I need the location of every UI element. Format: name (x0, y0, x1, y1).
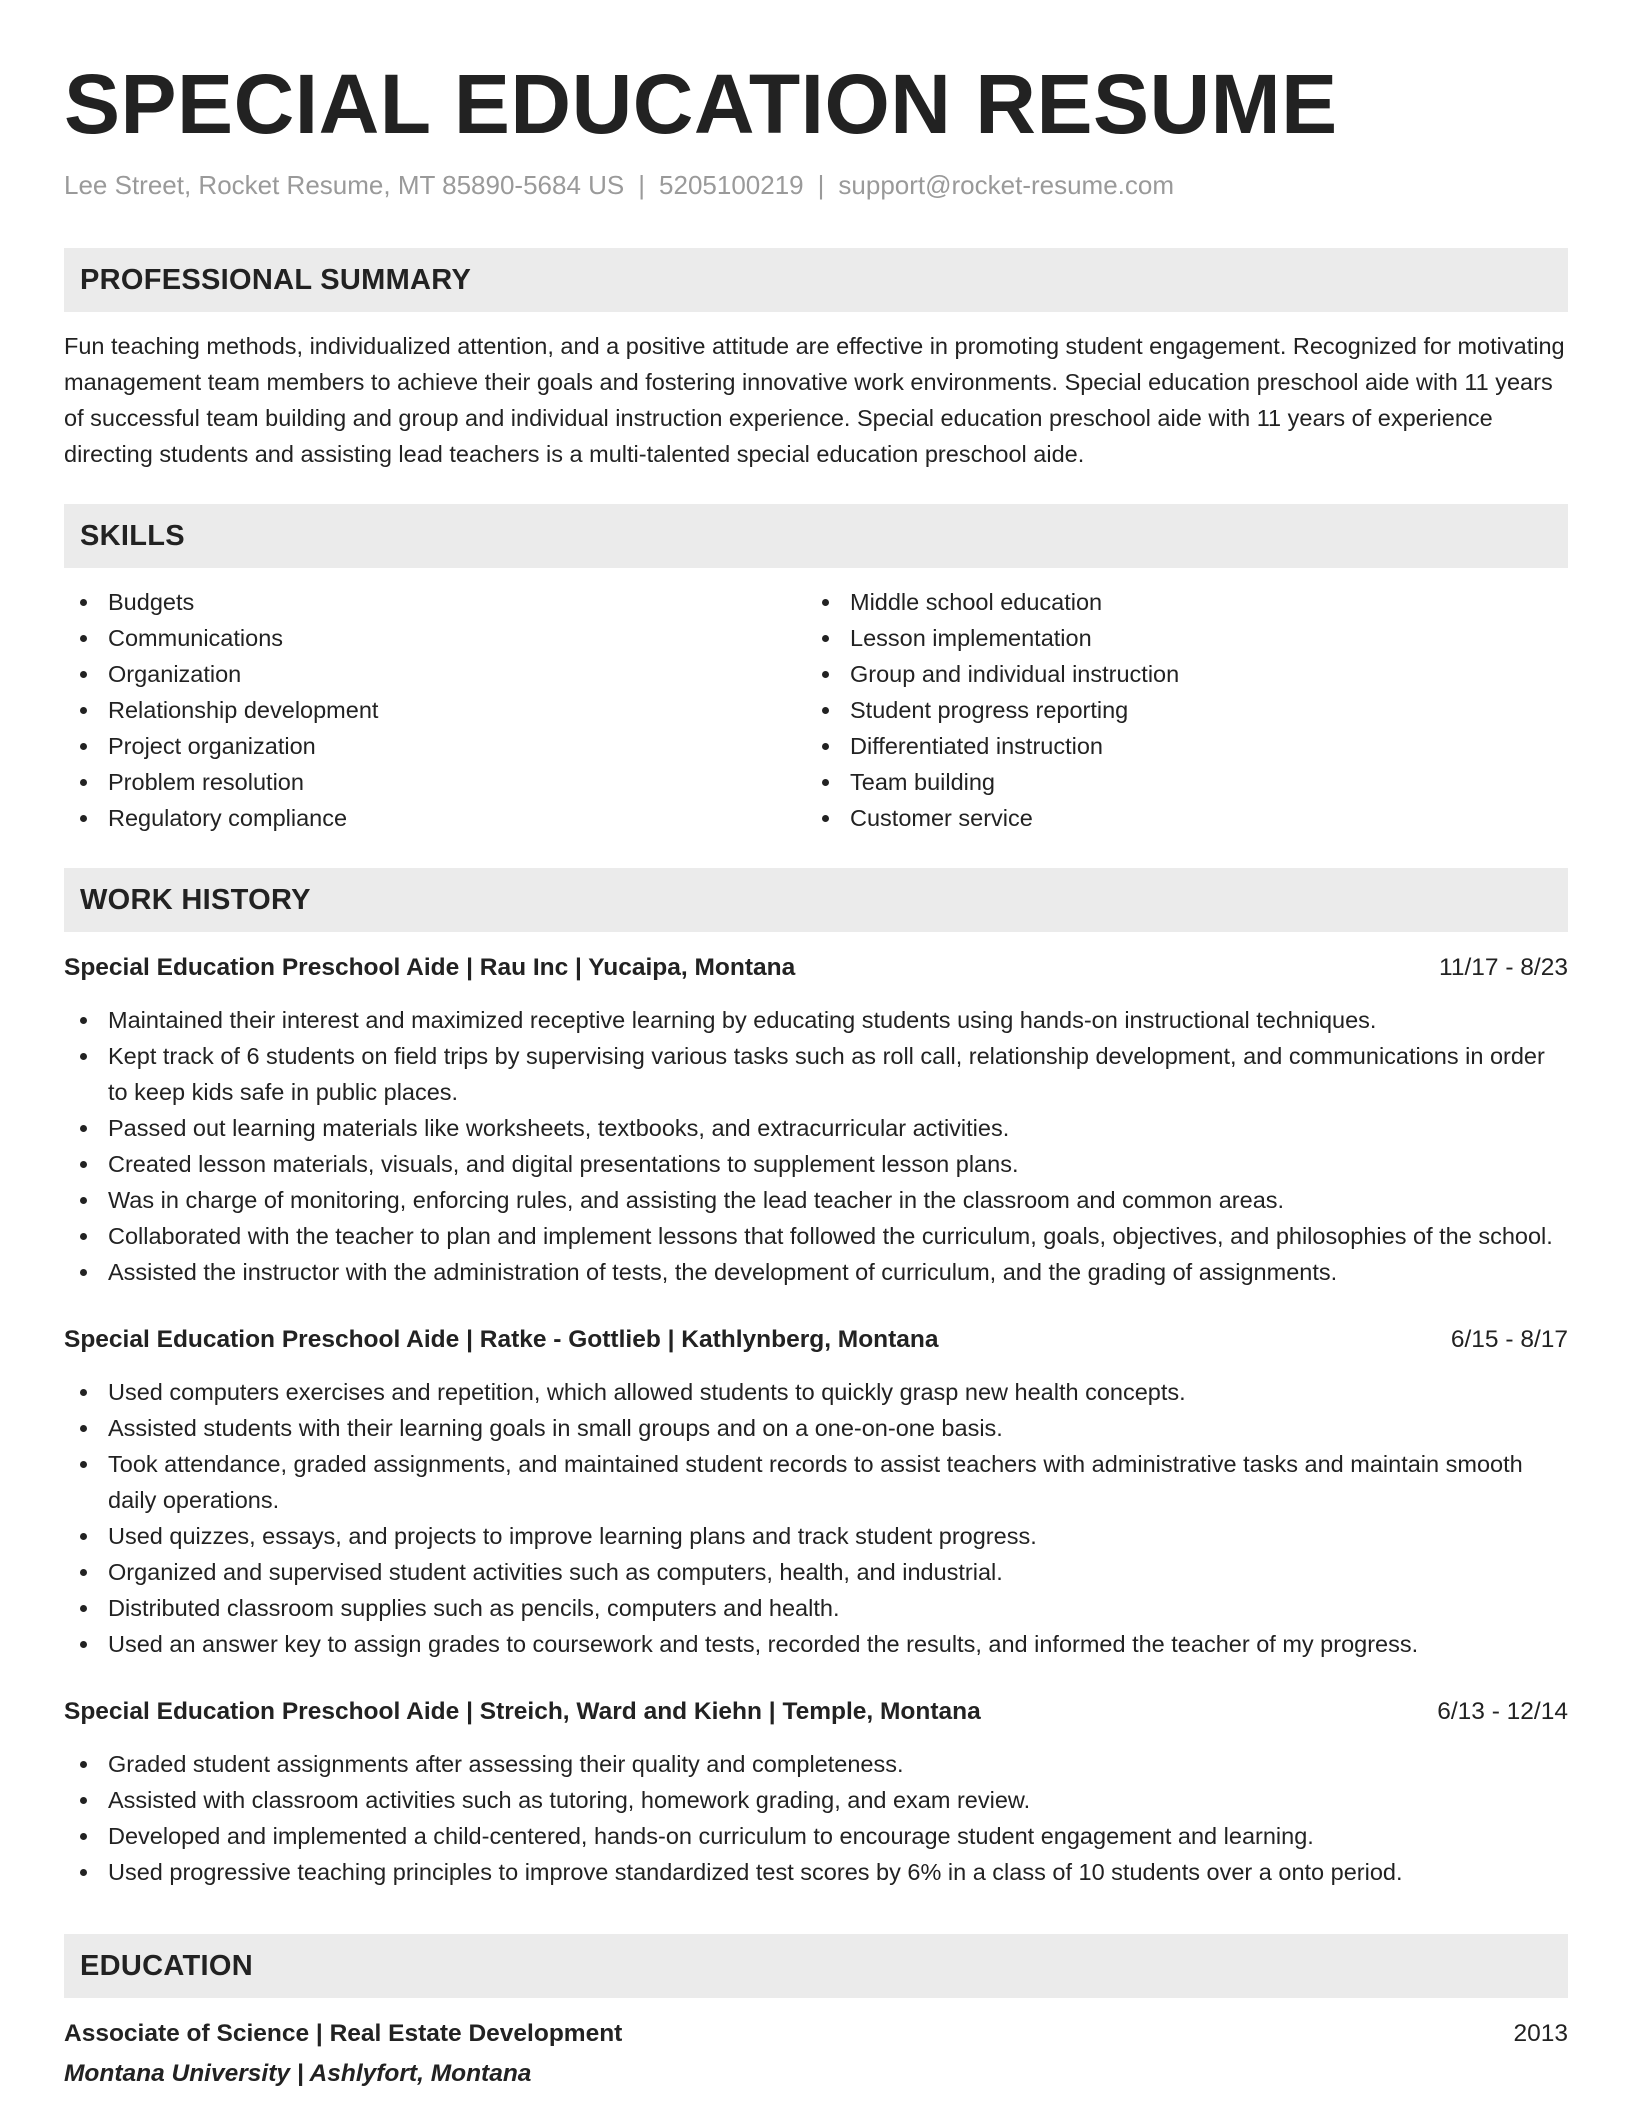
job-bullet: Assisted with classroom activities such as tutoring, homework grading, and exam review. (64, 1782, 1568, 1818)
job-bullets (64, 1002, 1568, 1290)
job-bullet: Kept track of 6 students on field trips by supervising various tasks such as roll call, relationship development, and communications in order to keep kids safe in public places. (64, 1038, 1568, 1110)
resume-title: SPECIAL EDUCATION RESUME (64, 57, 1338, 151)
skill-item: Regulatory compliance (64, 800, 806, 836)
job-bullet: Took attendance, graded assignments, and maintained student records to assist teachers with administrative tasks and maintain smooth daily operations. (64, 1446, 1568, 1518)
contact-separator: | (817, 170, 825, 200)
contact-phone: 5205100219 (659, 170, 804, 200)
job-bullet: Used computers exercises and repetition, which allowed students to quickly grasp new health concepts. (64, 1374, 1568, 1410)
job-dates: 11/17 - 8/23 (1439, 954, 1568, 981)
job-bullet: Graded student assignments after assessing their quality and completeness. (64, 1746, 1568, 1782)
job-bullet: Maintained their interest and maximized receptive learning by educating students using hands-on instructional techniques. (64, 1002, 1568, 1038)
job-bullet: Distributed classroom supplies such as pencils, computers and health. (64, 1590, 1568, 1626)
skill-item: Differentiated instruction (806, 728, 1568, 764)
job-entry (64, 1322, 1568, 1662)
job-bullets (64, 1374, 1568, 1662)
skills-list-left (64, 584, 806, 836)
skill-item: Budgets (64, 584, 806, 620)
job-bullets (64, 1746, 1568, 1890)
job-bullet: Used progressive teaching principles to improve standardized test scores by 6% in a class of 10 students over a onto period. (64, 1854, 1568, 1890)
job-bullet: Created lesson materials, visuals, and digital presentations to supplement lesson plans. (64, 1146, 1568, 1182)
job-bullet: Assisted students with their learning goals in small groups and on a one-on-one basis. (64, 1410, 1568, 1446)
job-bullet: Used quizzes, essays, and projects to improve learning plans and track student progress. (64, 1518, 1568, 1554)
education-year: 2013 (1513, 2020, 1568, 2047)
skill-item: Communications (64, 620, 806, 656)
skills-grid (64, 584, 1568, 836)
skill-item: Middle school education (806, 584, 1568, 620)
skill-item: Problem resolution (64, 764, 806, 800)
skill-item: Relationship development (64, 692, 806, 728)
contact-line (64, 168, 1568, 202)
contact-address: Lee Street, Rocket Resume, MT 85890-5684 US (64, 170, 625, 200)
education-entry (64, 2016, 1568, 2092)
job-bullet: Was in charge of monitoring, enforcing rules, and assisting the lead teacher in the classroom and common areas. (64, 1182, 1568, 1218)
skill-item: Group and individual instruction (806, 656, 1568, 692)
job-dates: 6/13 - 12/14 (1437, 1698, 1568, 1725)
job-bullet: Organized and supervised student activities such as computers, health, and industrial. (64, 1554, 1568, 1590)
section-header-summary: PROFESSIONAL SUMMARY (64, 248, 1568, 312)
skill-item: Customer service (806, 800, 1568, 836)
job-header (64, 1694, 1568, 1730)
contact-separator: | (638, 170, 646, 200)
job-entry (64, 950, 1568, 1290)
job-bullet: Collaborated with the teacher to plan and implement lessons that followed the curriculum, goals, objectives, and philosophies of the school. (64, 1218, 1568, 1254)
job-title: Special Education Preschool Aide | Ratke - Gottlieb | Kathlynberg, Montana (64, 1326, 939, 1353)
job-bullet: Used an answer key to assign grades to coursework and tests, recorded the results, and informed the teacher of my progress. (64, 1626, 1568, 1662)
skill-item: Project organization (64, 728, 806, 764)
job-title: Special Education Preschool Aide | Rau Inc | Yucaipa, Montana (64, 954, 796, 981)
job-bullet: Passed out learning materials like worksheets, textbooks, and extracurricular activities. (64, 1110, 1568, 1146)
job-header (64, 1322, 1568, 1358)
skill-item: Organization (64, 656, 806, 692)
skill-item: Student progress reporting (806, 692, 1568, 728)
education-school: Montana University | Ashlyfort, Montana (64, 2060, 532, 2087)
education-degree: Associate of Science | Real Estate Development (64, 2020, 623, 2047)
section-header-education: EDUCATION (64, 1934, 1568, 1998)
section-header-work-history: WORK HISTORY (64, 868, 1568, 932)
skills-list-right (806, 584, 1568, 836)
education-header (64, 2016, 1568, 2052)
section-header-skills: SKILLS (64, 504, 1568, 568)
skill-item: Lesson implementation (806, 620, 1568, 656)
job-entry (64, 1694, 1568, 1890)
job-title: Special Education Preschool Aide | Streich, Ward and Kiehn | Temple, Montana (64, 1698, 981, 1725)
job-header (64, 950, 1568, 986)
job-bullet: Developed and implemented a child-centered, hands-on curriculum to encourage student engagement and learning. (64, 1818, 1568, 1854)
skill-item: Team building (806, 764, 1568, 800)
contact-email: support@rocket-resume.com (838, 170, 1175, 200)
job-bullet: Assisted the instructor with the administration of tests, the development of curriculum, and the grading of assignments. (64, 1254, 1568, 1290)
job-dates: 6/15 - 8/17 (1450, 1326, 1568, 1353)
summary-text: Fun teaching methods, individualized attention, and a positive attitude are effective in promoting student engagement. Recognized for motivating management team members to achieve their goals and fostering innovative work environments. Special education preschool aide with 11 years of successful team building and group and individual instruction experience. Special education preschool aide with 11 years of experience directing students and assisting lead teachers is a multi-talented special education preschool aide. (64, 333, 1565, 467)
